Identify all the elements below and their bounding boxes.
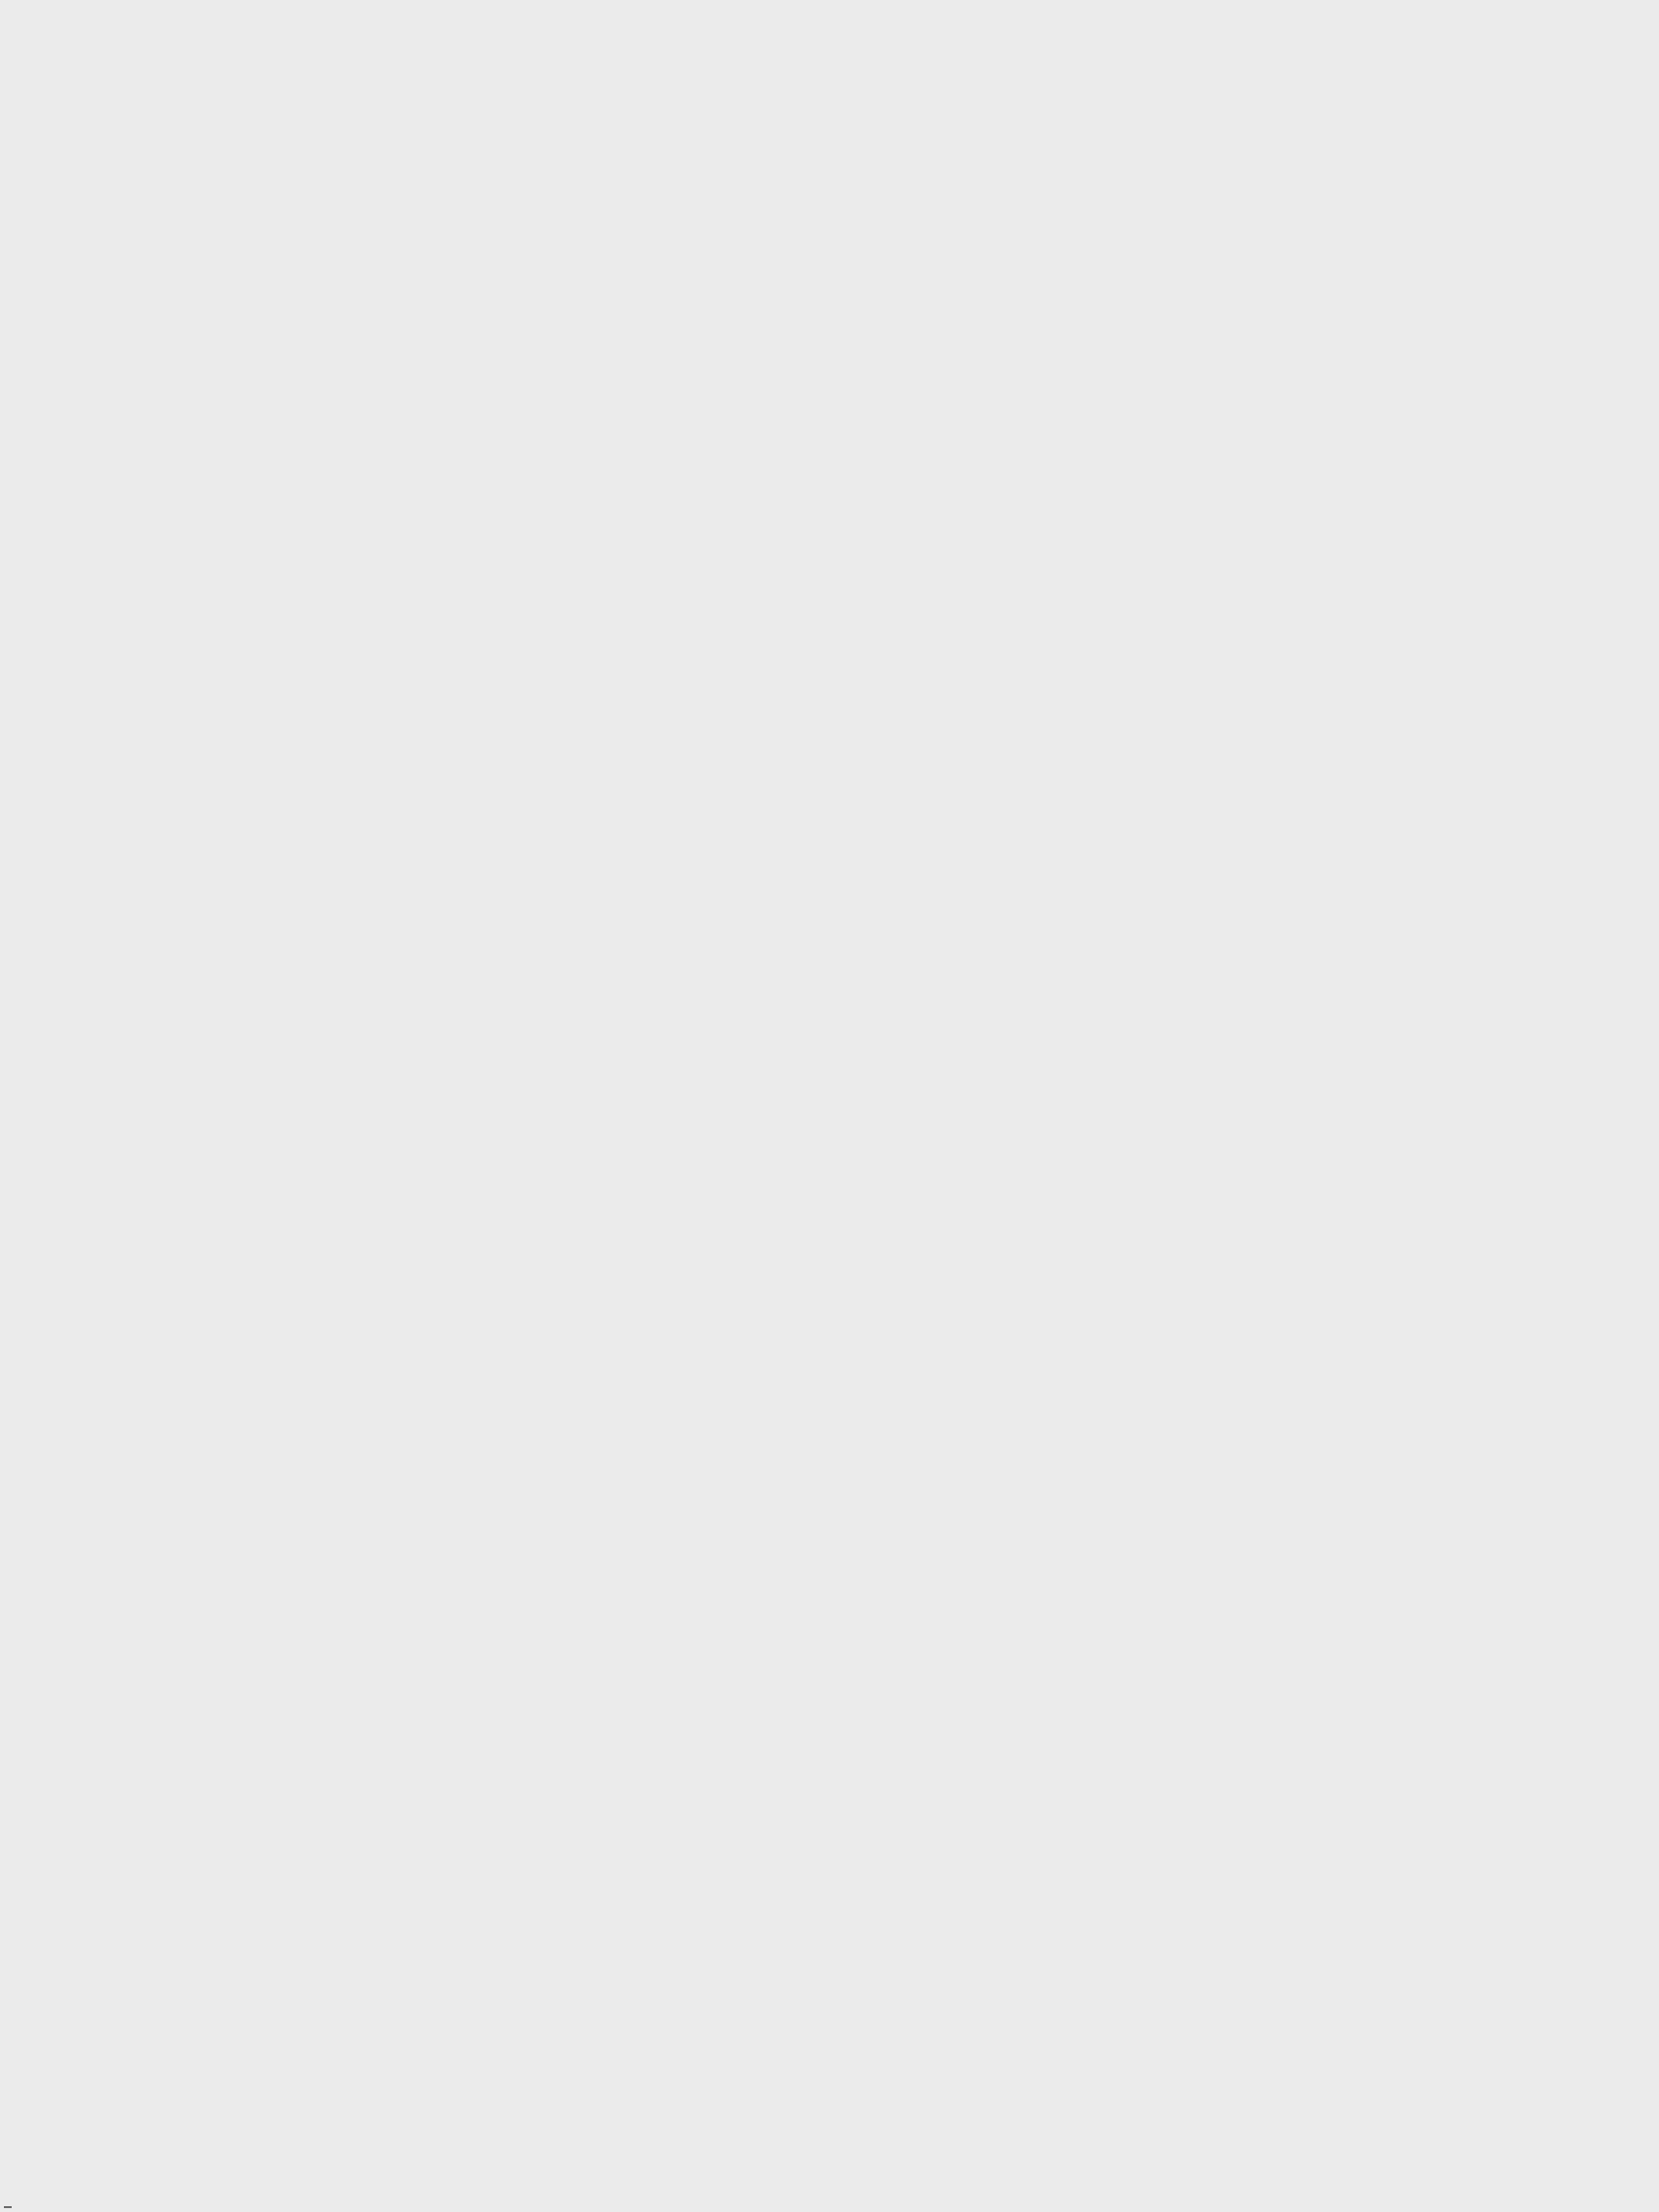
watermark xyxy=(4,2206,12,2208)
